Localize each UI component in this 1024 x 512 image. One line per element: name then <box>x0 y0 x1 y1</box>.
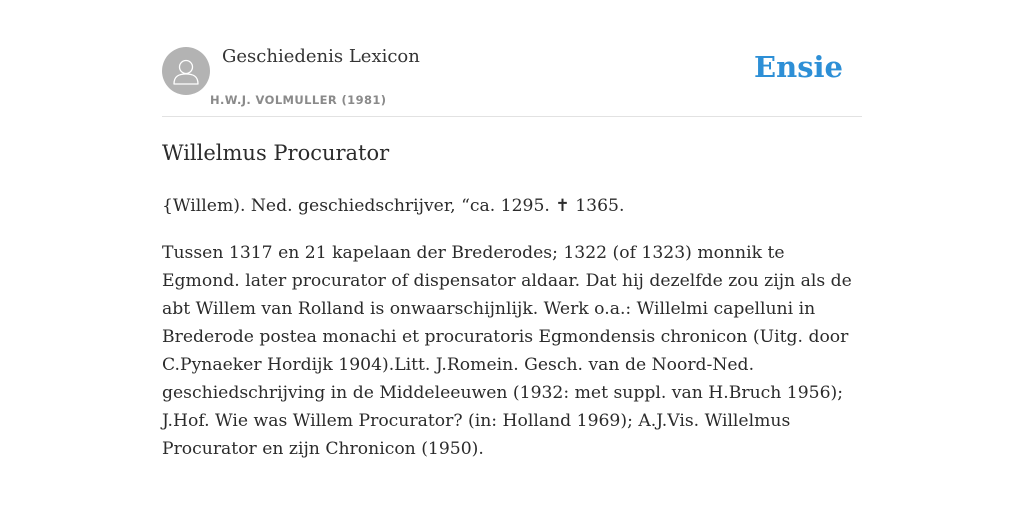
entry-paragraph: {Willem). Ned. geschiedschrijver, “ca. 1295. ✝ 1365. <box>162 196 625 216</box>
entry-paragraph: Tussen 1317 en 21 kapelaan der Brederodes; 1322 (of 1323) monnik te Egmond. later procurator of dispensator aldaar. Dat hij dezelfde zou zijn als de abt Willem van Rolland is onwaarschijnlijk. Werk o.a.: Willelmi capelluni in Brederode postea monachi et procuratoris Egmondensis chronicon (Uitg. door C.Pynaeker Hordijk 1904).Litt. J.Romein. Gesch. van de Noord-Ned. geschiedschrijving in de Middeleeuwen (1932: met suppl. van H.Bruch 1956); J.Hof. Wie was Willem Procurator? (in: Holland 1969); A.J.Vis. Willelmus Procurator en zijn Chronicon (1950). <box>162 243 852 459</box>
page <box>162 0 862 512</box>
entry-header <box>162 0 862 117</box>
source-title[interactable]: Geschiedenis Lexicon <box>222 46 420 67</box>
user-icon <box>162 47 210 95</box>
author-credit[interactable]: H.W.J. VOLMULLER (1981) <box>210 93 387 107</box>
site-logo[interactable]: Ensie <box>754 50 843 84</box>
entry-title: Willelmus Procurator <box>162 141 390 165</box>
avatar[interactable] <box>162 47 210 95</box>
